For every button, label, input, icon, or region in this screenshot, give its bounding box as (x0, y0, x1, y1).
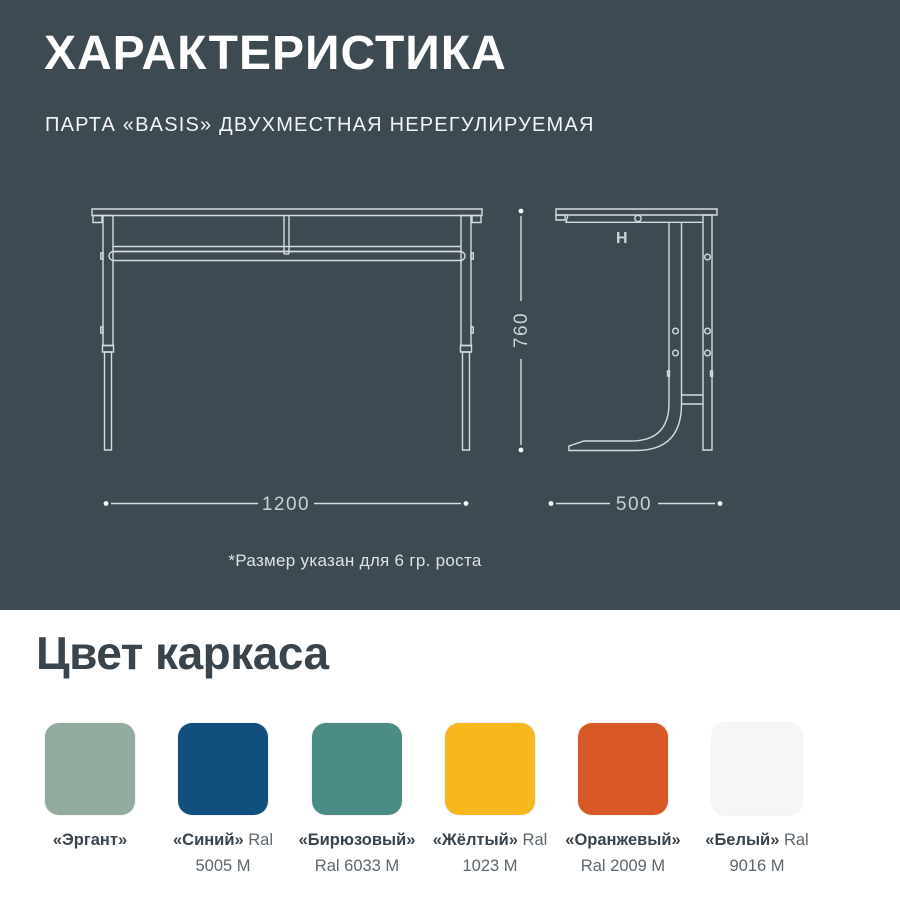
color-option-turquoise (290, 723, 424, 879)
color-swatch-label (156, 828, 290, 879)
h-marker-label: H (616, 230, 628, 247)
color-option-ergant (23, 723, 157, 854)
color-option-white (690, 723, 824, 879)
desk-side-view (556, 209, 717, 451)
page-title: ХАРАКТЕРИСТИКА (44, 27, 507, 80)
height-dimension-label: 760 (511, 311, 532, 349)
color-ral-code: Ral 6033 M (314, 856, 400, 875)
frame-colors-section (0, 610, 900, 900)
color-swatch-label (556, 828, 690, 879)
color-ral-code: Ral 2009 M (580, 856, 666, 875)
color-name: «Жёлтый» (432, 831, 518, 849)
color-swatch-orange (578, 723, 668, 815)
color-swatch-label (423, 828, 557, 879)
depth-dimension-label: 500 (615, 494, 653, 515)
color-name: «Белый» (705, 831, 780, 849)
color-swatch-label (23, 828, 157, 854)
frame-color-heading: Цвет каркаса (36, 627, 329, 679)
color-swatch-label (290, 828, 424, 879)
color-option-yellow (423, 723, 557, 879)
product-subtitle: ПАРТА «BASIS» ДВУХМЕСТНАЯ НЕРЕГУЛИРУЕМАЯ (45, 114, 595, 136)
color-swatch-yellow (445, 723, 535, 815)
color-ral-code: Ral 5005 M (195, 831, 274, 875)
color-swatch-blue (178, 723, 268, 815)
color-swatch-white (712, 723, 802, 815)
color-name: «Синий» (172, 831, 244, 849)
color-name: «Оранжевый» (565, 831, 681, 849)
color-name: «Бирюзовый» (298, 831, 416, 849)
color-option-orange (556, 723, 690, 879)
color-ral-code: Ral 9016 M (729, 831, 809, 875)
color-swatch-turquoise (312, 723, 402, 815)
color-swatch-ergant (45, 723, 135, 815)
size-footnote: *Размер указан для 6 гр. роста (228, 551, 482, 570)
dimension-depth-500 (549, 494, 723, 515)
dimension-width-1200 (104, 494, 469, 515)
color-option-blue (156, 723, 290, 879)
desk-front-view (92, 209, 482, 450)
dimension-height-760 (511, 209, 532, 453)
color-ral-code: Ral 1023 M (462, 831, 548, 875)
color-swatch-label (690, 828, 824, 879)
width-dimension-label: 1200 (261, 494, 311, 515)
color-name: «Эргант» (52, 831, 128, 849)
